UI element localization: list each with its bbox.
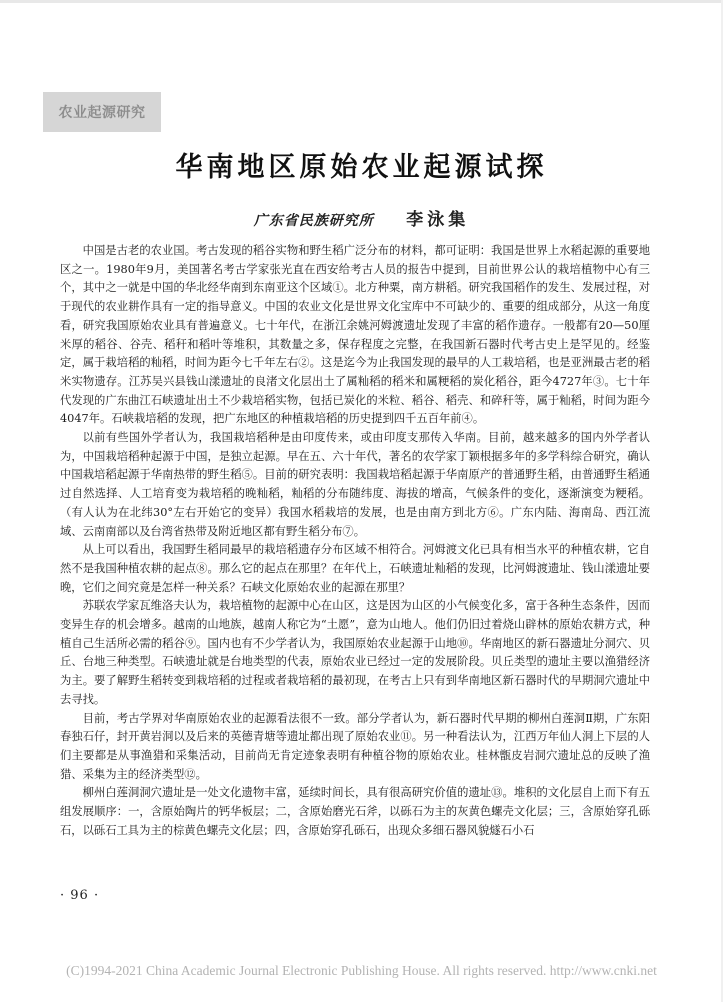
author-name: 李泳集	[406, 210, 470, 230]
body-paragraph: 以前有些国外学者认为，我国栽培稻种是由印度传来，或由印度支那传入华南。目前，越来越多的国内外学者认为，中国栽培稻种起源于中国，是独立起源。早在五、六十年代，著名的农学家丁颖根据多年的多学科综合研究，确认中国栽培稻起源于华南热带的野生稻⑤。目前的研究表明：我国栽培稻起源于华南原产的普通野生稻，由普通野生稻通过自然选择、人工培育变为栽培稻的晚籼稻，籼稻的分布随纬度、海拔的增高，气候条件的变化，逐渐演变为粳稻。（有人认为在北纬30°左右开始它的变异）我国水稻栽培的发展，也是由南方到北方⑥。广东内陆、海南岛、西江流域、云南南部以及台湾省热带及附近地区都有野生稻分布⑦。	[60, 431, 650, 538]
section-tag: 农业起源研究	[43, 92, 161, 132]
article-title: 华南地区原始农业起源试探	[175, 152, 548, 183]
byline	[0, 205, 723, 230]
body-paragraph: 目前，考古学界对华南原始农业的起源看法很不一致。部分学者认为，新石器时代早期的柳州白莲洞Ⅱ期，广东阳春独石仔，封开黄岩洞以及后来的英德青塘等遗址都出现了原始农业⑪。另一种看法认为，江西万年仙人洞上下层的人们主要都是从事渔猎和采集活动，目前尚无肯定迹象表明有种植谷物的原始农业。桂林甑皮岩洞穴遗址总的反映了渔猎、采集为主的经济类型⑫。	[60, 711, 650, 781]
copyright-footer: (C)1994-2021 China Academic Journal Electronic Publishing House. All rights reserved. http://www.cnki.net	[66, 963, 657, 978]
body-paragraph: 从上可以看出，我国野生稻同最早的栽培稻遗存分布区域不相符合。河姆渡文化已具有相当水平的种植农耕，它自然不是我国种植农耕的起点⑧。那么它的起点在那里？在年代上，石峡遗址籼稻的发现，比河姆渡遗址、钱山漾遗址要晚，它们之间究竟是怎样一种关系？石峡文化原始农业的起源在那里？	[60, 543, 650, 594]
page-number: · 96 ·	[60, 888, 100, 903]
author-affiliation: 广东省民族研究所	[253, 213, 374, 229]
scan-edge	[0, 0, 723, 3]
article-body	[60, 242, 650, 841]
body-paragraph: 柳州白莲洞洞穴遗址是一处文化遗物丰富，延续时间长，具有很高研究价值的遗址⑬。堆积的文化层自上而下有五组发展顺序：一，含原始陶片的钙华板层；二，含原始磨光石斧，以砾石为主的灰黄色螺壳文化层；三，含原始穿孔砾石，以砾石工具为主的棕黄色螺壳文化层；四，含原始穿孔砾石，出现众多细石器风貌燧石小石	[60, 786, 650, 837]
body-paragraph: 中国是古老的农业国。考古发现的稻谷实物和野生稻广泛分布的材料，都可证明：我国是世界上水稻起源的重要地区之一。1980年9月，美国著名考古学家张光直在西安给考古人员的报告中提到，目前世界公认的栽培植物中心有三个，其中之一就是中国的华北经华南到东南亚这个区域①。北方种粟，南方耕稻。研究我国稻作的发生、发展过程，对于现代的农业耕作具有一定的指导意义。中国的农业文化是世界文化宝库中不可缺少的、重要的组成部分，从这一角度看，研究我国原始农业具有普遍意义。七十年代，在浙江余姚河姆渡遗址发现了丰富的稻作遗存。一般都有20—50厘米厚的稻谷、谷壳、稻秆和稻叶等堆积，其数量之多，保存程度之完整，在我国新石器时代考古史上是罕见的。经鉴定，属于栽培稻的籼稻，时间为距今七千年左右②。这是迄今为止我国发现的最早的人工栽培稻，也是亚洲最古老的稻米实物遗存。江苏吴兴县钱山漾遗址的良渚文化层出土了属籼稻的稻米和属粳稻的炭化稻谷，距今4727年③。七十年代发现的广东曲江石峡遗址出土不少栽培稻实物，包括已炭化的米粒、稻谷、稻壳、和碎秆等，属于籼稻，时间为距今4047年。石峡栽培稻的发现，把广东地区的种植栽培稻的历史提到四千五百年前④。	[60, 244, 650, 426]
body-paragraph: 苏联农学家瓦维洛夫认为，栽培植物的起源中心在山区，这是因为山区的小气候变化多，富于各种生态条件，因而变异生存的机会增多。越南的山地族，越南人称它为“土愿”，意为山地人。他们仍旧过着烧山辟林的原始农耕方式，种植自己生活所必需的稻谷⑨。国内也有不少学者认为，我国原始农业起源于山地⑩。华南地区的新石器遗址分洞穴、贝丘、台地三种类型。石峡遗址就是台地类型的代表，原始农业已经过一定的发展阶段。贝丘类型的遗址主要以渔猎经济为主。要了解野生稻转变到栽培稻的过程或者栽培稻的最初现，在考古上只有到华南地区新石器时代的早期洞穴遗址中去寻找。	[60, 599, 650, 706]
